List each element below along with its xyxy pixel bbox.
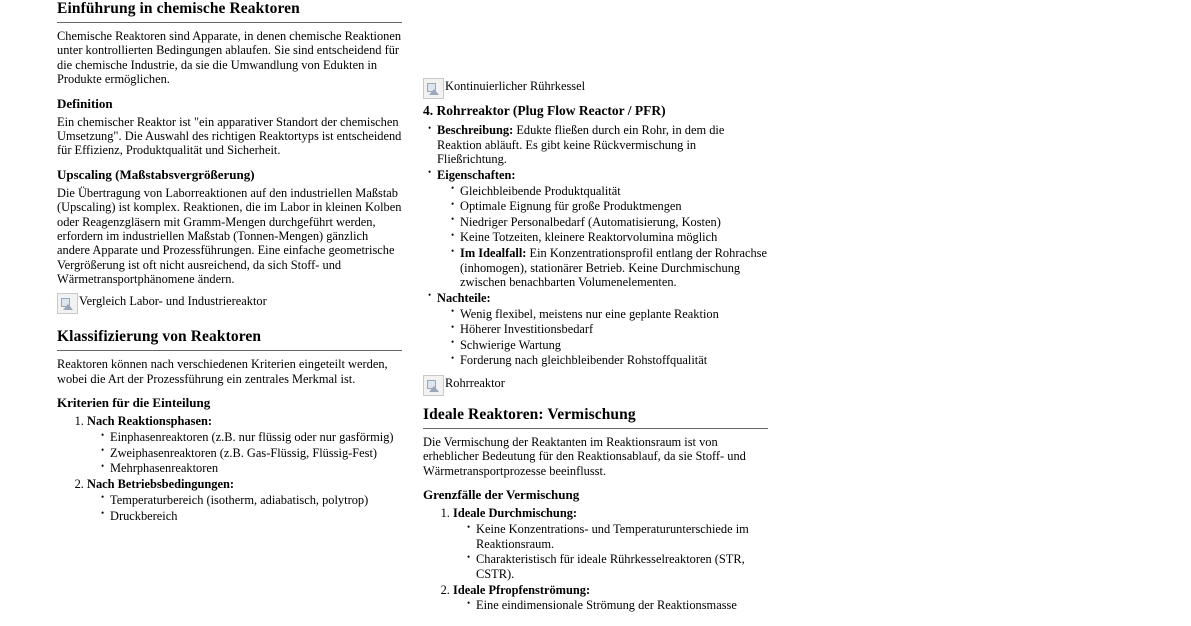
list-item [451,246,768,290]
list-item: • Einphasenreaktoren (z.B. nur flüssig oder nur gasförmig) [101,430,402,445]
description-text: Edukte fließen durch ein Rohr, in dem die Reaktion abläuft. Es gibt keine Rückvermischung in Fließrichtung. [437,123,725,167]
list-item: • Mehrphasenreaktoren [101,461,402,476]
list-item-label: Nach Reaktionsphasen: [87,414,212,429]
list-item [428,168,768,290]
sub-list [87,430,402,476]
list-item: • Forderung nach gleichbleibender Rohstoffqualität [451,353,768,368]
list-item [87,414,402,476]
left-column [57,0,402,524]
ideal-text: Ein Konzentrationsprofil entlang der Rohrachse (inhomogen), stationärer Betrieb. Keine Durchmischung zwischen benachbarten Volumenelementen. [460,246,767,290]
list-item-label: Nach Betriebsbedingungen: [87,477,234,491]
criteria-list [57,414,402,523]
definition-heading: Definition [57,95,113,111]
list-item [428,123,768,167]
figure-lab-vs-industry [57,293,402,314]
disadvantages-list [437,307,768,369]
list-item-label: Ideale Durchmischung: [453,506,578,521]
figure-tubular-reactor [423,375,768,396]
list-item-label: Ideale Pfropfenströmung: [453,582,591,597]
list-item: • Niedriger Personalbedarf (Automatisierung, Kosten) [451,215,768,230]
classification-paragraph: Reaktoren können nach verschiedenen Kriterien eingeteilt werden, wobei die Art der Prozessführung ein zentrales Merkmal ist. [57,357,388,386]
ideal-label: Im Idealfall: [460,246,527,260]
upscaling-heading: Upscaling (Maßstabsvergrößerung) [57,166,255,182]
image-placeholder-icon [57,293,78,314]
list-item: • Höherer Investitionsbedarf [451,322,768,337]
mixing-list [423,506,768,613]
definition-paragraph: Ein chemischer Reaktor ist "ein apparativer Standort der chemischen Umsetzung". Die Auswahl des richtigen Reaktortyps ist entscheidend für Effizienz, Produktqualität und Sicherheit. [57,114,402,158]
disadvantages-label: Nachteile: [437,290,491,305]
list-item [428,291,768,368]
figure-caption: Vergleich Labor- und Industriereaktor [79,294,267,309]
list-item: • Keine Totzeiten, kleinere Reaktorvolumina möglich [451,230,768,245]
list-item: • Charakteristisch für ideale Rührkesselreaktoren (STR, CSTR). [467,552,768,581]
list-item: • Druckbereich [101,509,402,524]
list-item: • Zweiphasenreaktoren (z.B. Gas-Flüssig, Flüssig-Fest) [101,446,402,461]
list-item: • Wenig flexibel, meistens nur eine geplante Reaktion [451,307,768,322]
list-item: • Schwierige Wartung [451,338,768,353]
classification-title: Klassifizierung von Reaktoren [57,328,402,351]
pfr-bullet-list [423,123,768,368]
list-item: • Eine eindimensionale Strömung der Reaktionsmasse [467,598,768,613]
sub-list [87,493,402,523]
list-item [453,583,768,614]
mixing-title: Ideale Reaktoren: Vermischung [423,406,768,429]
mixing-paragraph: Die Vermischung der Reaktanten im Reaktionsraum ist von erheblicher Bedeutung für den Reaktionsablauf, da sie Stoff- und Wärmetransportprozesse beeinflusst. [423,435,746,478]
figure-stirred-tank [423,78,768,99]
list-item [453,506,768,581]
list-item: • Gleichbleibende Produktqualität [451,184,768,199]
description-label: Beschreibung: [437,123,514,137]
upscaling-paragraph: Die Übertragung von Laborreaktionen auf den industriellen Maßstab (Upscaling) ist komplex. Reaktionen, die im Labor in kleinen Kolben oder Reagenzgläsern mit Gramm-Mengen durchgeführt werden, erfordern im industriellen Maßstab (Tonnen-Mengen) gänzlich andere Apparate und Prozessführungen. Eine einfache geometrische Vergrößerung ist oft nicht ausreichend, da sich Stoff- und Wärmetransportphänomene ändern. [57,185,402,287]
page-title: Einführung in chemische Reaktoren [57,0,402,23]
pfr-title: 4. Rohrreaktor (Plug Flow Reactor / PFR) [423,103,666,118]
list-item: • Keine Konzentrations- und Temperaturunterschiede im Reaktionsraum. [467,522,768,551]
list-item: • Temperaturbereich (isotherm, adiabatisch, polytrop) [101,493,402,508]
properties-list [437,184,768,290]
properties-label: Eigenschaften: [437,167,516,182]
intro-paragraph: Chemische Reaktoren sind Apparate, in denen chemische Reaktionen unter kontrollierten Bedingungen ablaufen. Sie sind entscheidend für die chemische Industrie, da sie die Umwandlung von Edukten in Produkte ermöglichen. [57,29,402,87]
image-placeholder-icon [423,375,444,396]
sub-list [453,522,768,582]
list-item: • Optimale Eignung für große Produktmengen [451,199,768,214]
figure-caption: Rohrreaktor [445,376,505,390]
criteria-heading: Kriterien für die Einteilung [57,395,211,411]
figure-caption: Kontinuierlicher Rührkessel [445,79,586,93]
list-item [87,477,402,523]
limits-heading: Grenzfälle der Vermischung [423,487,580,503]
image-placeholder-icon [423,78,444,99]
right-column [423,0,768,614]
sub-list [453,598,768,613]
